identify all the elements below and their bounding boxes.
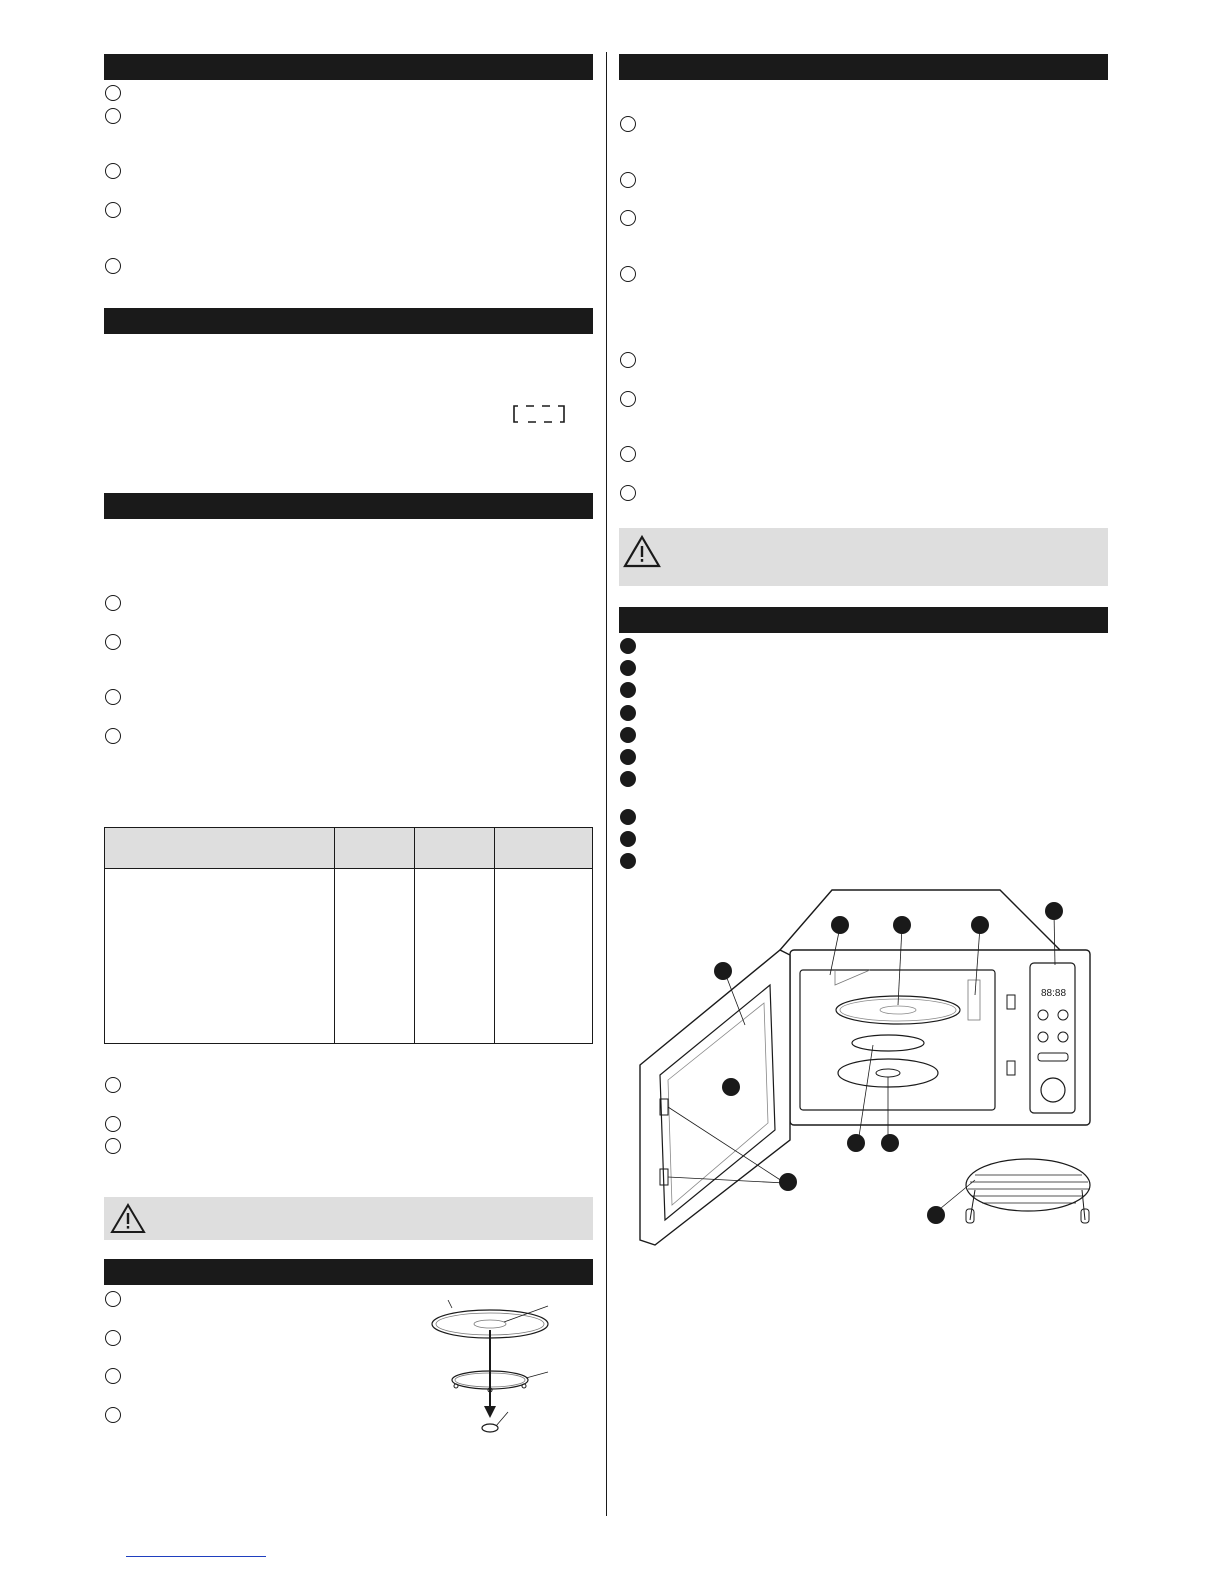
step-marker-icon bbox=[105, 689, 121, 705]
table-header-cell bbox=[495, 828, 593, 869]
table-row bbox=[105, 869, 593, 1044]
part-marker-icon bbox=[620, 831, 636, 847]
section-header-bar bbox=[104, 1259, 593, 1285]
section-header-bar bbox=[104, 54, 593, 80]
table-header-cell bbox=[415, 828, 495, 869]
specification-table bbox=[104, 827, 593, 1044]
part-marker-icon bbox=[620, 809, 636, 825]
step-marker-icon bbox=[105, 1077, 121, 1093]
part-marker-icon bbox=[620, 682, 636, 698]
step-marker-icon bbox=[105, 728, 121, 744]
part-marker-icon bbox=[620, 705, 636, 721]
step-marker-icon bbox=[620, 210, 636, 226]
step-marker-icon bbox=[105, 1368, 121, 1384]
part-marker-icon bbox=[620, 638, 636, 654]
step-marker-icon bbox=[105, 1138, 121, 1154]
section-header-bar bbox=[619, 607, 1108, 633]
column-divider bbox=[606, 52, 607, 1516]
link-underline bbox=[126, 1556, 266, 1557]
part-marker-icon bbox=[620, 727, 636, 743]
section-header-bar bbox=[619, 54, 1108, 80]
step-marker-icon bbox=[620, 266, 636, 282]
table-header-row bbox=[105, 828, 593, 869]
step-marker-icon bbox=[105, 258, 121, 274]
step-marker-icon bbox=[620, 172, 636, 188]
step-marker-icon bbox=[105, 1330, 121, 1346]
step-marker-icon bbox=[105, 108, 121, 124]
step-marker-icon bbox=[620, 391, 636, 407]
microwave-parts-illustration bbox=[630, 885, 1100, 1250]
step-marker-icon bbox=[620, 352, 636, 368]
table-cell bbox=[495, 869, 593, 1044]
step-marker-icon bbox=[105, 163, 121, 179]
step-marker-icon bbox=[105, 1116, 121, 1132]
part-marker-icon bbox=[620, 749, 636, 765]
control-panel-display: 88:88 bbox=[1041, 988, 1067, 999]
part-marker-icon bbox=[620, 771, 636, 787]
part-marker-icon bbox=[620, 853, 636, 869]
step-marker-icon bbox=[620, 446, 636, 462]
table-cell bbox=[335, 869, 415, 1044]
warning-note bbox=[104, 1197, 593, 1240]
display-placeholder-icon bbox=[512, 404, 572, 426]
step-marker-icon bbox=[105, 1291, 121, 1307]
part-marker-icon bbox=[620, 660, 636, 676]
step-marker-icon bbox=[105, 634, 121, 650]
warning-triangle-icon bbox=[623, 534, 661, 568]
step-marker-icon bbox=[105, 85, 121, 101]
step-marker-icon bbox=[105, 595, 121, 611]
turntable-assembly-illustration bbox=[426, 1300, 566, 1440]
section-header-bar bbox=[104, 308, 593, 334]
table-header-cell bbox=[335, 828, 415, 869]
step-marker-icon bbox=[105, 202, 121, 218]
table-cell bbox=[415, 869, 495, 1044]
table-cell bbox=[105, 869, 335, 1044]
step-marker-icon bbox=[620, 116, 636, 132]
table-header-cell bbox=[105, 828, 335, 869]
step-marker-icon bbox=[620, 485, 636, 501]
warning-triangle-icon bbox=[110, 1202, 146, 1234]
section-header-bar bbox=[104, 493, 593, 519]
warning-note bbox=[619, 528, 1108, 586]
step-marker-icon bbox=[105, 1407, 121, 1423]
